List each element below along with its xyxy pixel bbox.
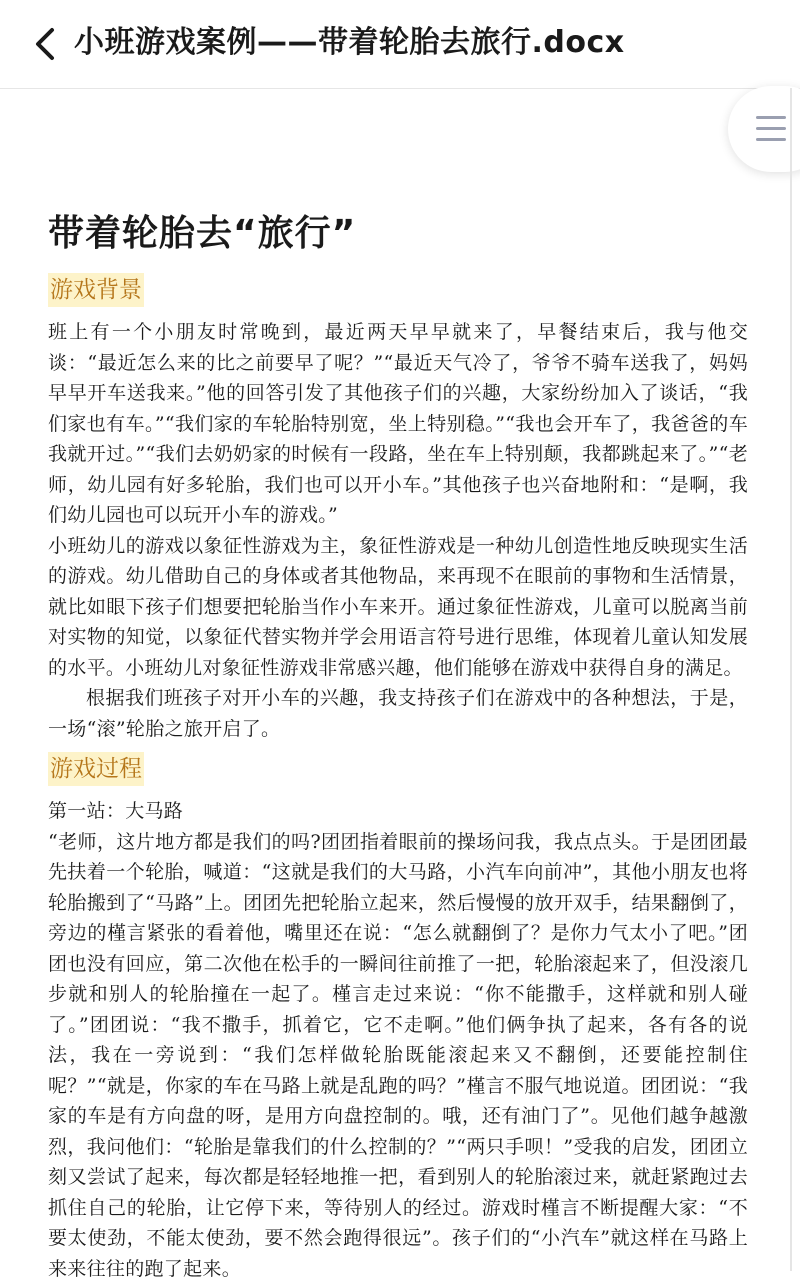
top-bar xyxy=(0,0,800,89)
document-title: 带着轮胎去“旅行” xyxy=(48,205,748,263)
paragraph: 小班幼儿的游戏以象征性游戏为主，象征性游戏是一种幼儿创造性地反映现实生活的游戏。幼儿借助自己的身体或者其他物品，来再现不在眼前的事物和生活情景，就比如眼下孩子们想要把轮胎当作小车来开。通过象征性游戏，儿童可以脱离当前对实物的知觉，以象征代替实物并学会用语言符号进行思维，体现着儿童认知发展的水平。小班幼儿对象征性游戏非常感兴趣，他们能够在游戏中获得自身的满足。 xyxy=(48,531,748,684)
section-heading: 游戏背景 xyxy=(48,273,144,307)
document-body xyxy=(48,205,748,1284)
paragraph: “老师，这片地方都是我们的吗?团团指着眼前的操场问我，我点点头。于是团团最先扶着一个轮胎，喊道：“这就是我们的大马路，小汽车向前冲”，其他小朋友也将轮胎搬到了“马路”上。团团先把轮胎立起来，然后慢慢的放开双手，结果翻倒了，旁边的槿言紧张的看着他，嘴里还在说：“怎么就翻倒了？是你力气太小了吧。”团团也没有回应，第二次他在松手的一瞬间往前推了一把，轮胎滚起来了，但没滚几步就和别人的轮胎撞在一起了。槿言走过来说：“你不能撒手，这样就和别人碰了。”团团说：“我不撒手，抓着它，它不走啊。”他们俩争执了起来，各有各的说法，我在一旁说到：“我们怎样做轮胎既能滚起来又不翻倒，还要能控制住呢？”“就是，你家的车在马路上就是乱跑的吗？”槿言不服气地说道。团团说：“我家的车是有方向盘的呀，是用方向盘控制的。哦，还有油门了”。见他们越争越激烈，我问他们：“轮胎是靠我们的什么控制的？”“两只手呗！”受我的启发，团团立刻又尝试了起来，每次都是轻轻地推一把，看到别人的轮胎滚过来，就赶紧跑过去抓住自己的轮胎，让它停下来，等待别人的经过。游戏时槿言不断提醒大家：“不要太使劲，不能太使劲，要不然会跑得很远”。孩子们的“小汽车”就这样在马路上来来往往的跑了起来。 xyxy=(48,827,748,1284)
paragraph: 班上有一个小朋友时常晚到，最近两天早早就来了，早餐结束后，我与他交谈：“最近怎么来的比之前要早了呢？”“最近天气冷了，爷爷不骑车送我了，妈妈早早开车送我来。”他的回答引发了其他孩子们的兴趣，大家纷纷加入了谈话，“我们家也有车。”“我们家的车轮胎特别宽，坐上特别稳。”“我也会开车了，我爸爸的车我就开过。”“我们去奶奶家的时候有一段路，坐在车上特别颠，我都跳起来了。”“老师，幼儿园有好多轮胎，我们也可以开小车。”其他孩子也兴奋地附和：“是啊，我们幼儿园也可以玩开小车的游戏。” xyxy=(48,317,748,531)
scroll-edge-divider xyxy=(790,88,792,1271)
paragraph: 根据我们班孩子对开小车的兴趣，我支持孩子们在游戏中的各种想法，于是，一场“滚”轮胎之旅开启了。 xyxy=(48,683,748,744)
section-background xyxy=(48,273,748,744)
subheading-first-stop: 第一站：大马路 xyxy=(48,796,748,827)
document-filename-title: 小班游戏案例——带着轮胎去旅行.docx xyxy=(74,20,774,66)
section-heading: 游戏过程 xyxy=(48,752,144,786)
chevron-left-icon[interactable] xyxy=(30,24,62,64)
section-process xyxy=(48,752,748,1284)
